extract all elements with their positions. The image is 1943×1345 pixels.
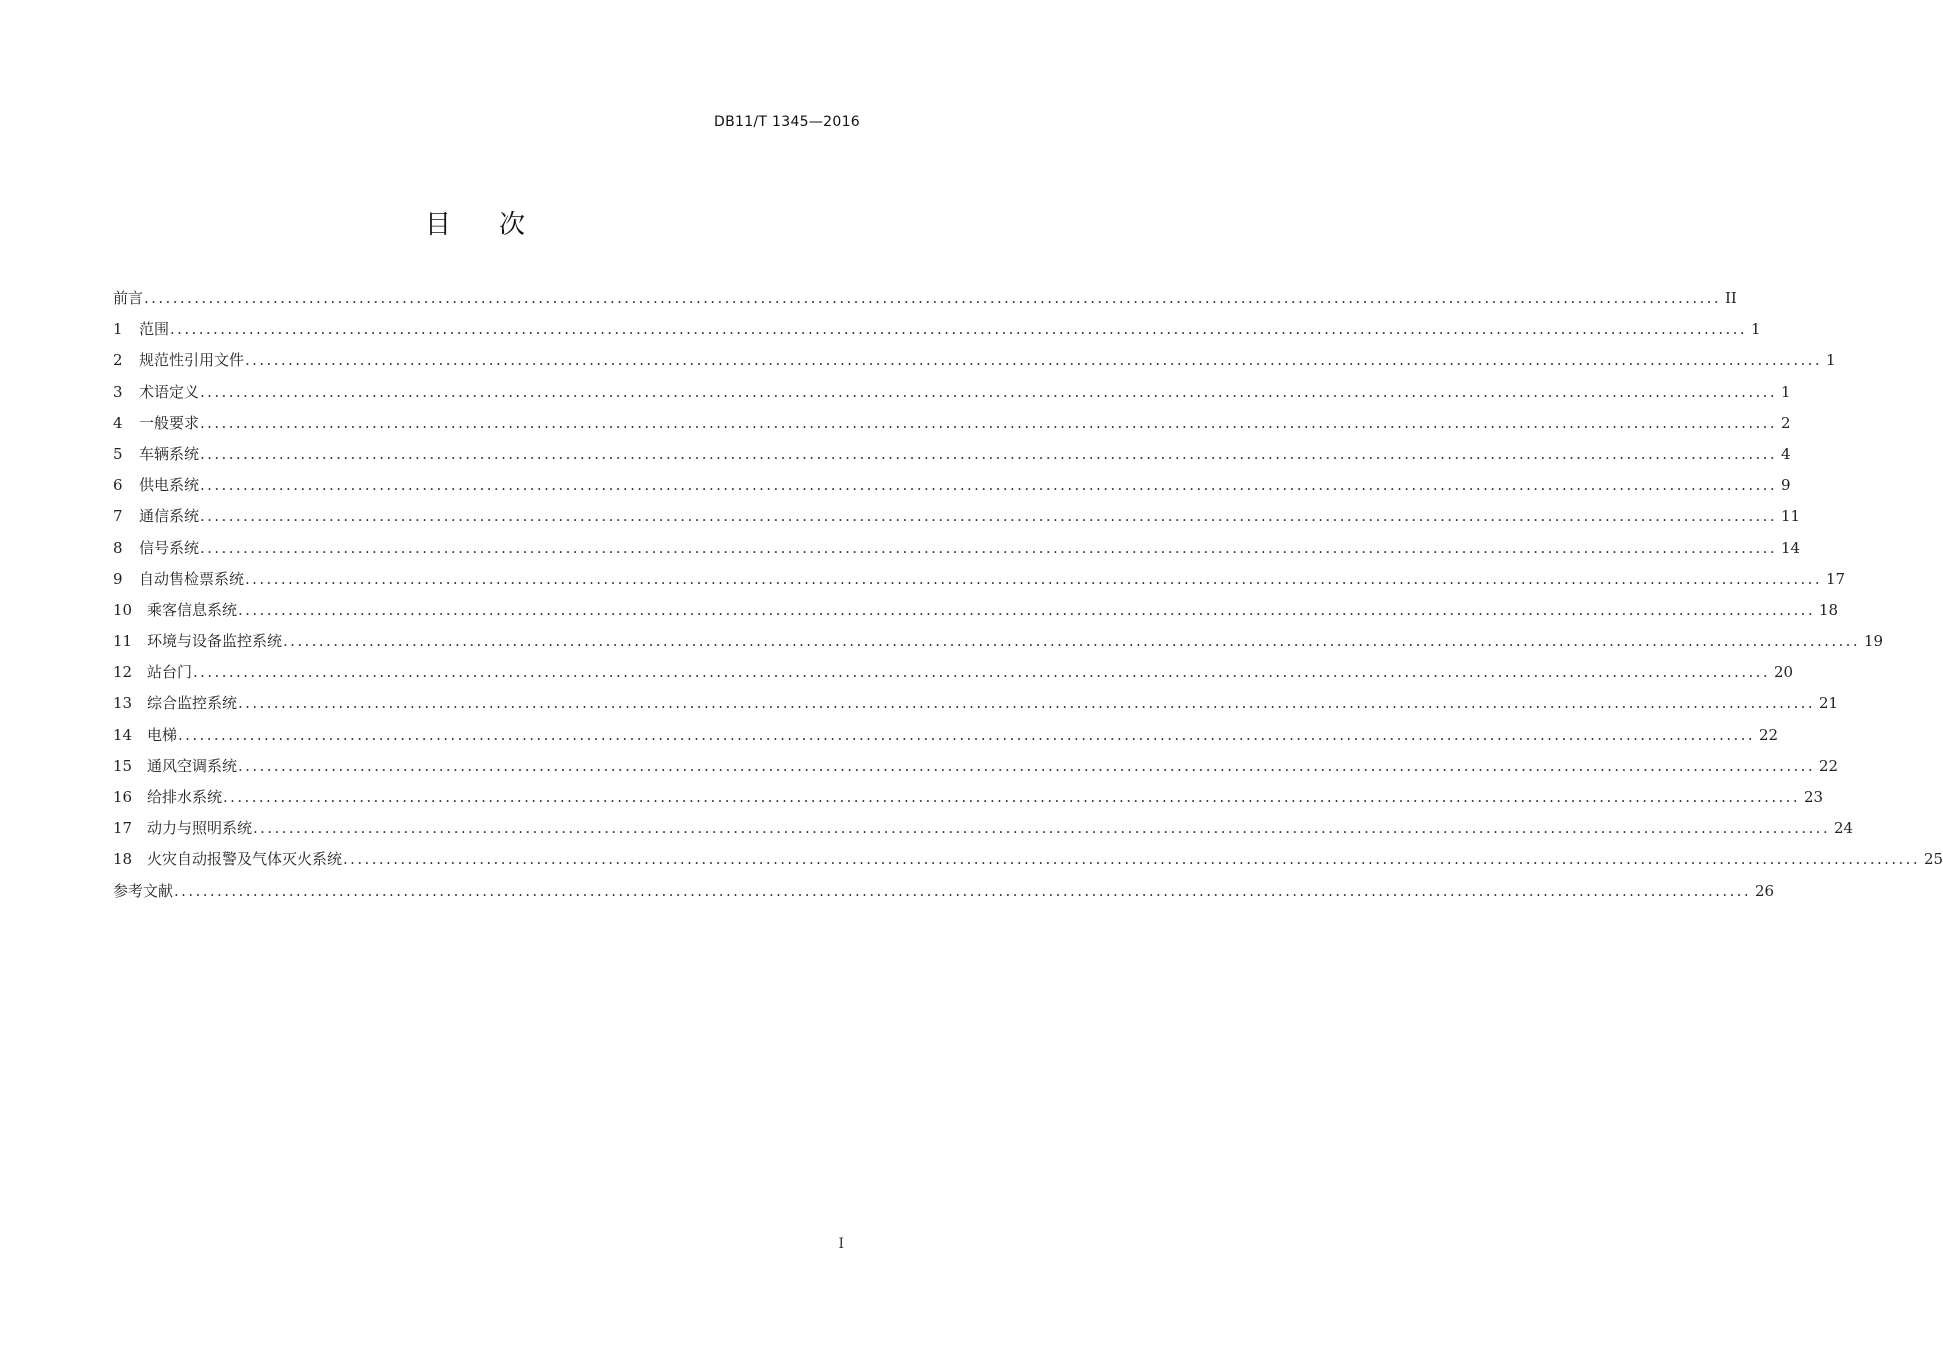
toc-entry-page: II bbox=[1725, 289, 1737, 307]
toc-entry-number: 15 bbox=[113, 756, 133, 775]
toc-entry-number: 14 bbox=[113, 725, 133, 744]
toc-entry-number: 3 bbox=[113, 382, 123, 401]
toc-entry[interactable] bbox=[113, 439, 1791, 470]
toc-entry-title: 自动售检票系统 bbox=[139, 569, 245, 588]
toc-entry-title: 规范性引用文件 bbox=[139, 351, 245, 370]
toc-entry-page: 2 bbox=[1781, 413, 1791, 432]
toc-entry-title: 乘客信息系统 bbox=[147, 600, 238, 619]
document-code: DB11/T 1345—2016 bbox=[714, 114, 860, 130]
toc-leader-dots: ............................................................................................................................................................................................................................ bbox=[253, 819, 1830, 838]
toc-entry[interactable] bbox=[113, 470, 1791, 501]
toc-entry-page: 1 bbox=[1826, 351, 1836, 370]
toc-leader-dots: ............................................................................................................................................................................................................................ bbox=[223, 788, 1800, 806]
toc-entry-number: 2 bbox=[113, 351, 123, 370]
toc-entry-page: 20 bbox=[1774, 663, 1794, 682]
toc-leader-dots: ............................................................................................................................................................................................................................ bbox=[144, 289, 1721, 307]
toc-entry-number: 11 bbox=[113, 632, 133, 651]
toc-entry-page: 26 bbox=[1755, 881, 1775, 900]
toc-leader-dots: ............................................................................................................................................................................................................................ bbox=[200, 476, 1777, 495]
toc-leader-dots: ............................................................................................................................................................................................................................ bbox=[343, 850, 1920, 869]
toc-entry-page: 18 bbox=[1819, 600, 1839, 619]
toc-entry[interactable] bbox=[113, 314, 1761, 345]
toc-entry-title: 术语定义 bbox=[139, 382, 200, 401]
page-number: I bbox=[838, 1236, 844, 1252]
toc-entry[interactable] bbox=[113, 345, 1836, 376]
toc-entry[interactable] bbox=[113, 408, 1791, 439]
toc-entry-page: 22 bbox=[1819, 756, 1839, 775]
toc-entry[interactable] bbox=[113, 844, 1943, 875]
toc-leader-dots: ............................................................................................................................................................................................................................ bbox=[200, 507, 1777, 526]
toc-leader-dots: ............................................................................................................................................................................................................................ bbox=[174, 881, 1751, 900]
toc-entry-title: 供电系统 bbox=[139, 476, 200, 495]
toc-leader-dots: ............................................................................................................................................................................................................................ bbox=[170, 320, 1747, 339]
toc-entry-page: 22 bbox=[1759, 725, 1779, 744]
toc-entry-title: 动力与照明系统 bbox=[147, 819, 253, 838]
toc-entry-number: 17 bbox=[113, 819, 133, 838]
toc-leader-dots: ............................................................................................................................................................................................................................ bbox=[200, 382, 1777, 401]
page-title: 目次 bbox=[424, 210, 573, 240]
toc-entry-title: 通信系统 bbox=[139, 507, 200, 526]
toc-leader-dots: ............................................................................................................................................................................................................................ bbox=[245, 351, 1822, 370]
toc-entry-number: 4 bbox=[113, 413, 123, 432]
toc-entry[interactable] bbox=[113, 564, 1846, 595]
toc-entry-number: 8 bbox=[113, 538, 123, 557]
toc-entry-title: 火灾自动报警及气体灭火系统 bbox=[147, 850, 343, 869]
toc-entry[interactable] bbox=[113, 782, 1824, 813]
toc-entry-page: 4 bbox=[1781, 444, 1791, 463]
toc-entry-page: 11 bbox=[1781, 507, 1801, 526]
toc-entry-number: 10 bbox=[113, 600, 133, 619]
toc-entry-page: 17 bbox=[1826, 569, 1846, 588]
toc-entry-page: 23 bbox=[1804, 788, 1824, 806]
toc-entry[interactable] bbox=[113, 377, 1791, 408]
toc-leader-dots: ............................................................................................................................................................................................................................ bbox=[238, 694, 1815, 713]
table-of-contents bbox=[113, 283, 1943, 907]
toc-entry[interactable] bbox=[113, 688, 1839, 719]
toc-leader-dots: ............................................................................................................................................................................................................................ bbox=[238, 600, 1815, 619]
toc-entry-title: 一般要求 bbox=[139, 413, 200, 432]
toc-entry-page: 24 bbox=[1834, 819, 1854, 838]
toc-leader-dots: ............................................................................................................................................................................................................................ bbox=[178, 725, 1755, 744]
toc-leader-dots: ............................................................................................................................................................................................................................ bbox=[238, 756, 1815, 775]
toc-leader-dots: ............................................................................................................................................................................................................................ bbox=[283, 632, 1860, 651]
toc-entry-page: 19 bbox=[1864, 632, 1884, 651]
toc-entry[interactable] bbox=[113, 751, 1839, 782]
toc-entry[interactable] bbox=[113, 283, 1737, 314]
toc-leader-dots: ............................................................................................................................................................................................................................ bbox=[200, 538, 1777, 557]
toc-leader-dots: ............................................................................................................................................................................................................................ bbox=[200, 444, 1777, 463]
toc-entry-title: 环境与设备监控系统 bbox=[147, 632, 283, 651]
toc-entry-title: 给排水系统 bbox=[147, 788, 223, 806]
toc-entry-title: 范围 bbox=[139, 320, 170, 339]
toc-entry-number: 13 bbox=[113, 694, 133, 713]
toc-leader-dots: ............................................................................................................................................................................................................................ bbox=[200, 413, 1777, 432]
toc-entry-number: 12 bbox=[113, 663, 133, 682]
toc-entry-page: 1 bbox=[1781, 382, 1791, 401]
toc-entry-number: 6 bbox=[113, 476, 123, 495]
toc-entry-number: 5 bbox=[113, 444, 123, 463]
toc-entry[interactable] bbox=[113, 501, 1801, 532]
toc-entry[interactable] bbox=[113, 720, 1779, 751]
toc-entry-page: 1 bbox=[1751, 320, 1761, 339]
toc-entry[interactable] bbox=[113, 533, 1801, 564]
toc-entry-page: 9 bbox=[1781, 476, 1791, 495]
toc-entry-number: 16 bbox=[113, 788, 133, 806]
toc-entry-number: 9 bbox=[113, 569, 123, 588]
toc-entry-page: 25 bbox=[1924, 850, 1943, 869]
toc-entry-number: 1 bbox=[113, 320, 123, 339]
toc-entry-title: 信号系统 bbox=[139, 538, 200, 557]
toc-entry-title: 前言 bbox=[113, 289, 144, 307]
toc-entry-title: 参考文献 bbox=[113, 881, 174, 900]
toc-leader-dots: ............................................................................................................................................................................................................................ bbox=[245, 569, 1822, 588]
toc-leader-dots: ............................................................................................................................................................................................................................ bbox=[193, 663, 1770, 682]
toc-entry-number: 7 bbox=[113, 507, 123, 526]
toc-entry-title: 站台门 bbox=[147, 663, 193, 682]
toc-entry-number: 18 bbox=[113, 850, 133, 869]
toc-entry-title: 通风空调系统 bbox=[147, 756, 238, 775]
toc-entry[interactable] bbox=[113, 657, 1794, 688]
toc-entry[interactable] bbox=[113, 595, 1839, 626]
toc-entry[interactable] bbox=[113, 876, 1775, 907]
toc-entry[interactable] bbox=[113, 626, 1884, 657]
toc-entry[interactable] bbox=[113, 813, 1854, 844]
toc-entry-page: 21 bbox=[1819, 694, 1839, 713]
toc-entry-title: 综合监控系统 bbox=[147, 694, 238, 713]
toc-entry-title: 车辆系统 bbox=[139, 444, 200, 463]
toc-entry-title: 电梯 bbox=[147, 725, 178, 744]
toc-entry-page: 14 bbox=[1781, 538, 1801, 557]
